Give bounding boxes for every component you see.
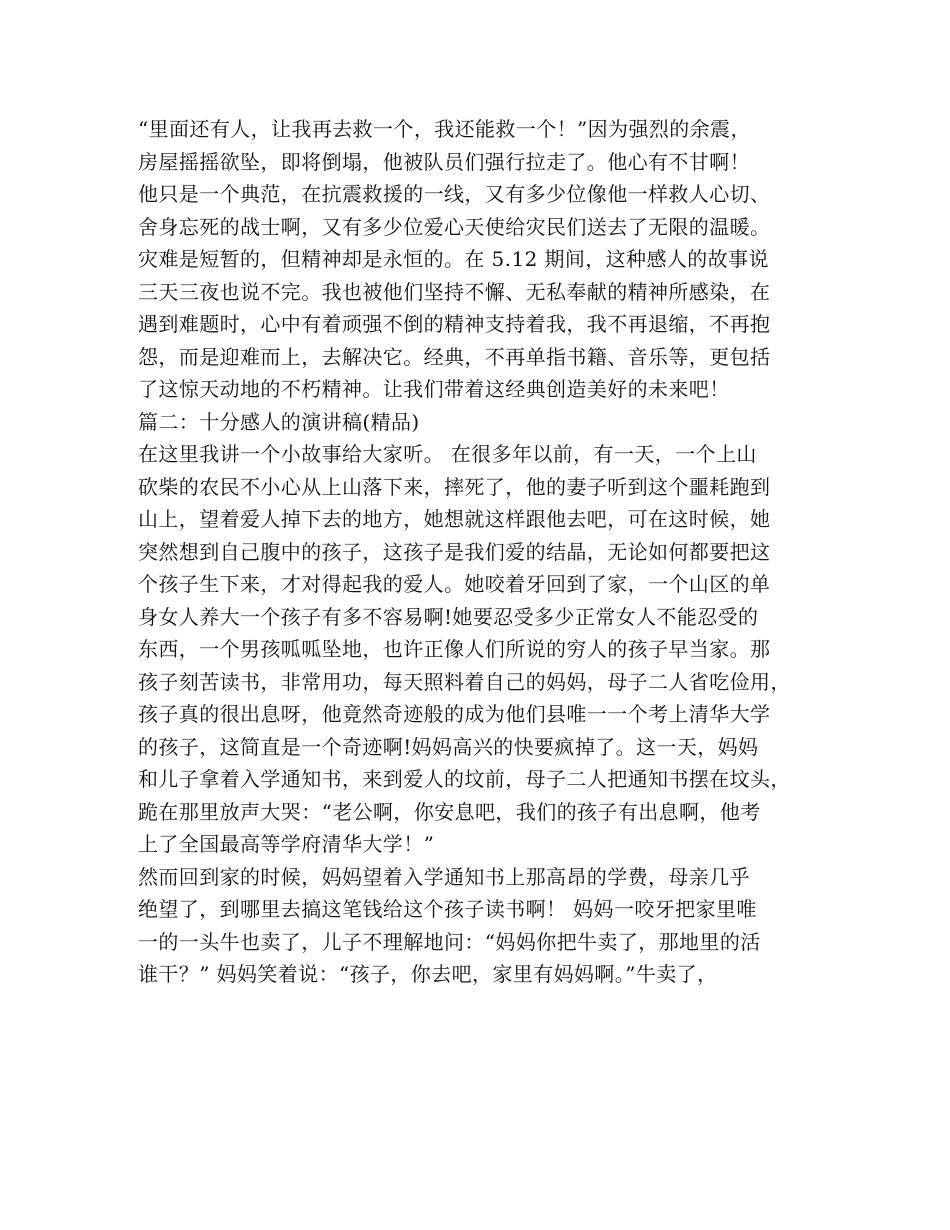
text-line: 房屋摇摇欲坠，即将倒塌，他被队员们强行拉走了。他心有不甘啊！: [138, 149, 750, 174]
text-line: 山上，望着爱人掉下去的地方，她想就这样跟他去吧，可在这时候，她: [138, 507, 771, 531]
text-line: 他只是一个典范，在抗震救援的一线，又有多少位像他一样救人心切、: [138, 182, 771, 206]
text-line: 然而回到家的时候，妈妈望着入学通知书上那高昂的学费，母亲几乎: [138, 864, 750, 889]
text-line: 砍柴的农民不小心从上山落下来，摔死了，他的妻子听到这个噩耗跑到: [138, 474, 771, 499]
text-line: 孩子真的很出息呀，他竟然奇迹般的成为他们县唯一一个考上清华大学: [138, 702, 771, 726]
text-line: 的孩子，这简直是一个奇迹啊!妈妈高兴的快要疯掉了。这一天，妈妈: [138, 734, 759, 759]
text-line: 突然想到自己腹中的孩子，这孩子是我们爱的结晶，无论如何都要把这: [138, 539, 771, 564]
text-line: “里面还有人，让我再去救一个，我还能救一个！”因为强烈的余震，: [138, 117, 751, 141]
text-line: 上了全国最高等学府清华大学！”: [138, 832, 435, 856]
text-line: 灾难是短暂的，但精神却是永恒的。在 5.12 期间，这种感人的故事说: [138, 247, 769, 271]
text-line: 东西，一个男孩呱呱坠地，也许正像人们所说的穷人的孩子早当家。那: [138, 637, 771, 661]
text-line: 跪在那里放声大哭：“老公啊，你安息吧，我们的孩子有出息啊，他考: [138, 799, 761, 824]
text-line: 了这惊天动地的不朽精神。让我们带着这经典创造美好的未来吧！: [138, 377, 730, 401]
text-line: 个孩子生下来，才对得起我的爱人。她咬着牙回到了家，一个山区的单: [138, 572, 771, 596]
text-line: 身女人养大一个孩子有多不容易啊!她要忍受多少正常女人不能忍受的: [138, 604, 759, 629]
text-line: 在这里我讲一个小故事给大家听。 在很多年以前，有一天，一个上山: [138, 442, 757, 466]
section-heading: 篇二：十分感人的演讲稿(精品): [138, 409, 420, 434]
text-line: 孩子刻苦读书，非常用功，每天照料着自己的妈妈，母子二人省吃俭用，: [138, 669, 791, 694]
text-line: 谁干？” 妈妈笑着说：“孩子，你去吧，家里有妈妈啊。”牛卖了，: [138, 962, 718, 986]
text-line: 舍身忘死的战士啊，又有多少位爱心天使给灾民们送去了无限的温暖。: [138, 214, 771, 239]
document-body: [138, 113, 838, 991]
text-line: 和儿子拿着入学通知书，来到爱人的坟前，母子二人把通知书摆在坟头，: [138, 767, 791, 791]
text-line: 绝望了，到哪里去搞这笔钱给这个孩子读书啊！ 妈妈一咬牙把家里唯: [138, 897, 757, 921]
text-line: 三天三夜也说不完。我也被他们坚持不懈、无私奉献的精神所感染，在: [138, 279, 771, 304]
text-line: 一的一头牛也卖了，儿子不理解地问：“妈妈你把牛卖了，那地里的活: [138, 929, 761, 954]
text-line: 遇到难题时，心中有着顽强不倒的精神支持着我，我不再退缩，不再抱: [138, 312, 771, 336]
text-line: 怨，而是迎难而上，去解决它。经典，不再单指书籍、音乐等，更包括: [138, 344, 771, 369]
